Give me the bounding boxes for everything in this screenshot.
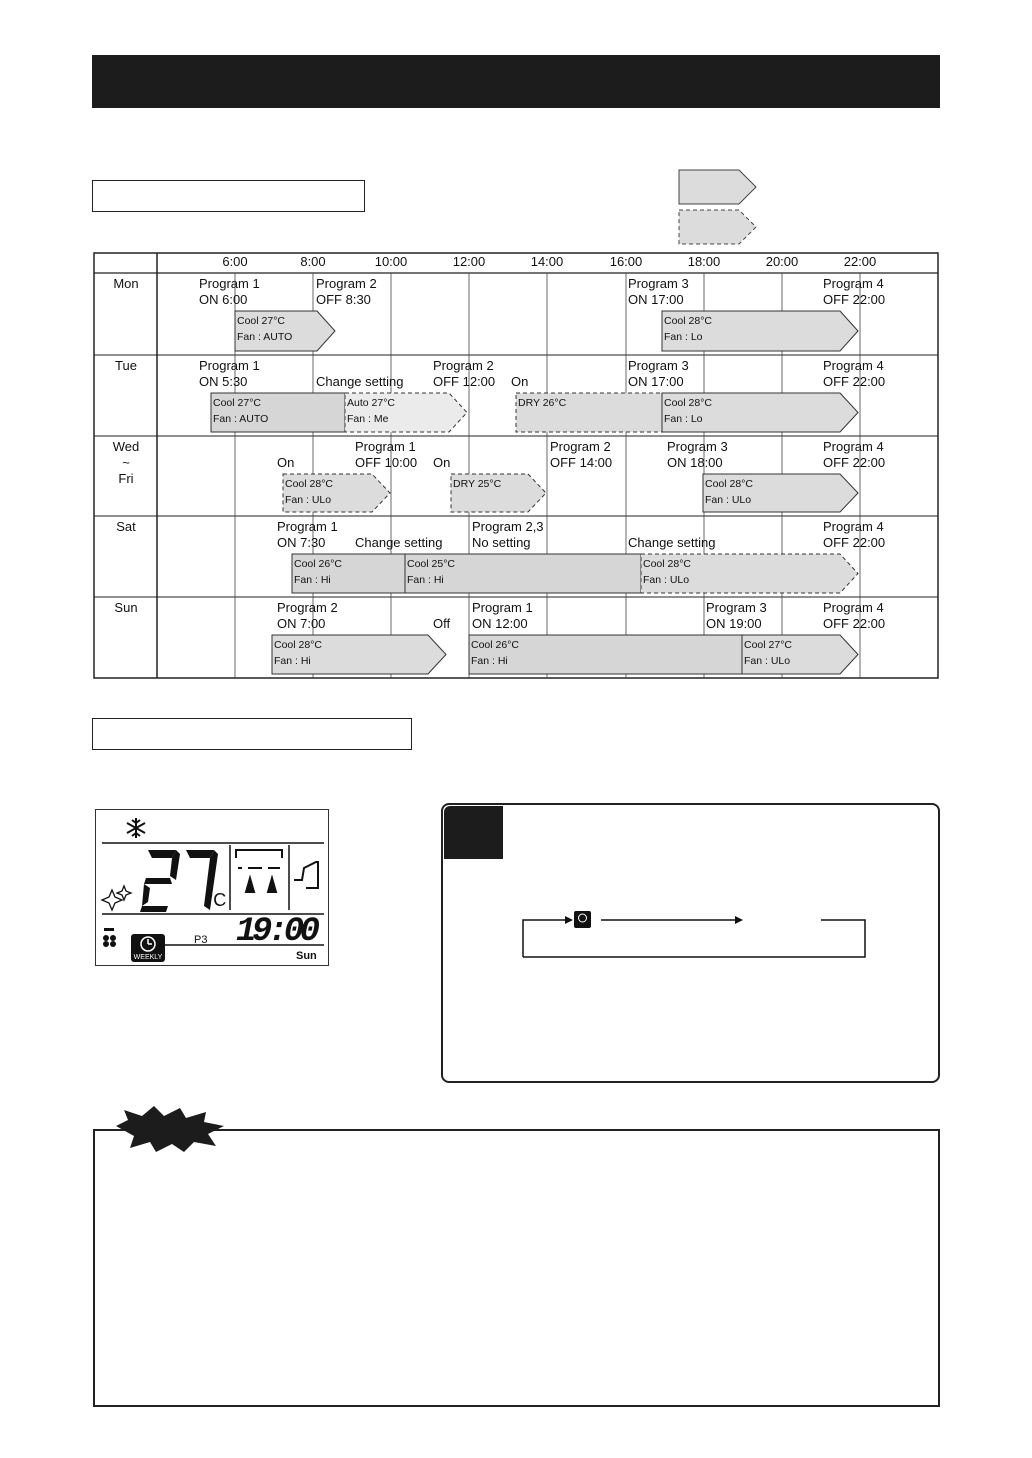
program-annotation: OFF 22:00 (823, 455, 886, 470)
bar-label: Fan : Lo (664, 413, 703, 425)
program-annotation: On (277, 455, 295, 470)
day-name: Mon (113, 276, 139, 291)
program-annotation: Program 4 (823, 276, 884, 291)
program-annotation: ON 19:00 (706, 616, 762, 631)
bar-label: Cool 28°C (274, 639, 322, 651)
time-label: 12:00 (452, 254, 486, 269)
bar-label: Fan : AUTO (237, 331, 293, 343)
program-annotation: ON 12:00 (472, 616, 528, 631)
program-annotation: Program 1 (277, 519, 338, 534)
day-name: Fri (118, 471, 134, 486)
program-annotation: On (511, 374, 529, 389)
program-annotation: Program 1 (199, 358, 260, 373)
sparkle-icon (102, 886, 131, 910)
program-annotation: Program 1 (355, 439, 416, 454)
program-annotation: Program 4 (823, 439, 884, 454)
swing-indicator (294, 862, 318, 888)
temperature-unit: °C (206, 890, 227, 910)
program-annotation: ON 17:00 (628, 292, 684, 307)
program-annotation: OFF 8:30 (316, 292, 371, 307)
time-label: 16:00 (609, 254, 643, 269)
bar-label: Cool 28°C (285, 478, 333, 490)
day-name: Tue (115, 358, 137, 373)
mode-cycle-diagram (515, 905, 875, 965)
program-annotation: OFF 22:00 (823, 535, 886, 550)
program-annotation: Program 3 (706, 600, 767, 615)
program-annotation: Program 1 (199, 276, 260, 291)
note-burst-icon (112, 1104, 228, 1154)
clock-readout: 19:00 (236, 913, 320, 951)
bar-label: Cool 28°C (664, 397, 712, 409)
program-annotation: Program 2 (277, 600, 338, 615)
lcd-display (95, 809, 329, 966)
bar-label: Fan : ULo (705, 494, 752, 506)
note-box (93, 1129, 940, 1407)
bar-label: Fan : Hi (294, 574, 331, 586)
bar-label: Fan : ULo (285, 494, 332, 506)
program-annotation: Change setting (355, 535, 443, 550)
bar-label: Cool 28°C (705, 478, 753, 490)
program-annotation: Program 2 (550, 439, 611, 454)
bar-label: Auto 27°C (347, 397, 395, 409)
bar-label: Cool 28°C (643, 558, 691, 570)
louver-icon (236, 850, 282, 892)
program-annotation: Program 4 (823, 519, 884, 534)
program-annotation: OFF 22:00 (823, 374, 886, 389)
weekly-schedule-chart (0, 0, 1032, 700)
bar-label: Fan : Hi (471, 655, 508, 667)
program-annotation: Program 2 (316, 276, 377, 291)
display-example-label-box (92, 718, 412, 750)
program-annotation: ON 7:30 (277, 535, 326, 550)
bar-label: Fan : AUTO (213, 413, 269, 425)
time-label: 8:00 (300, 254, 326, 269)
day-name: ~ (122, 455, 130, 470)
day-name: Sat (116, 519, 136, 534)
program-annotation: ON 18:00 (667, 455, 723, 470)
bar-label: Cool 25°C (407, 558, 455, 570)
program-annotation: Program 3 (667, 439, 728, 454)
program-annotation: Program 4 (823, 600, 884, 615)
bar-label: Cool 26°C (471, 639, 519, 651)
program-annotation: ON 17:00 (628, 374, 684, 389)
info-box-marker (444, 806, 503, 859)
time-label: 14:00 (530, 254, 564, 269)
program-annotation: Program 2,3 (472, 519, 544, 534)
program-annotation: Program 2 (433, 358, 494, 373)
program-annotation: ON 7:00 (277, 616, 326, 631)
bar-label: Fan : ULo (744, 655, 791, 667)
program-annotation: Off (433, 616, 451, 631)
program-annotation: OFF 22:00 (823, 292, 886, 307)
program-annotation: Program 4 (823, 358, 884, 373)
program-annotation: OFF 12:00 (433, 374, 496, 389)
program-annotation: On (433, 455, 451, 470)
bar-label: Fan : Lo (664, 331, 703, 343)
weekly-timer-icon (574, 911, 591, 928)
bar-label: Cool 27°C (744, 639, 792, 651)
program-annotation: OFF 22:00 (823, 616, 886, 631)
bar-label: Fan : Me (347, 413, 389, 425)
bar-label: Cool 28°C (664, 315, 712, 327)
program-indicator: P3 (194, 934, 208, 946)
time-label: 10:00 (374, 254, 408, 269)
program-annotation: OFF 10:00 (355, 455, 418, 470)
program-annotation: Change setting (316, 374, 404, 389)
weekly-timer-icon (131, 934, 165, 962)
bar-label: Cool 26°C (294, 558, 342, 570)
program-annotation: Program 3 (628, 276, 689, 291)
program-annotation: No setting (472, 535, 531, 550)
program-annotation: ON 5:30 (199, 374, 248, 389)
time-label: 22:00 (843, 254, 877, 269)
time-label: 6:00 (222, 254, 248, 269)
bar-label: Cool 27°C (237, 315, 285, 327)
bar-label: Fan : Hi (274, 655, 311, 667)
svg-text:WEEKLY: WEEKLY (133, 954, 163, 961)
bar-label: DRY 25°C (453, 478, 502, 490)
bar-label: Fan : Hi (407, 574, 444, 586)
time-label: 20:00 (765, 254, 799, 269)
program-annotation: ON 6:00 (199, 292, 248, 307)
bar-label: Fan : ULo (643, 574, 690, 586)
day-name: Wed (112, 439, 140, 454)
day-indicator: Sun (296, 950, 317, 962)
time-label: 18:00 (687, 254, 721, 269)
program-annotation: Change setting (628, 535, 716, 550)
fan-icon (103, 928, 116, 947)
bar-label: Cool 27°C (213, 397, 261, 409)
program-annotation: Program 1 (472, 600, 533, 615)
program-annotation: Program 3 (628, 358, 689, 373)
snowflake-icon (127, 818, 145, 838)
program-annotation: OFF 14:00 (550, 455, 613, 470)
bar-label: DRY 26°C (518, 397, 567, 409)
day-name: Sun (114, 600, 138, 615)
